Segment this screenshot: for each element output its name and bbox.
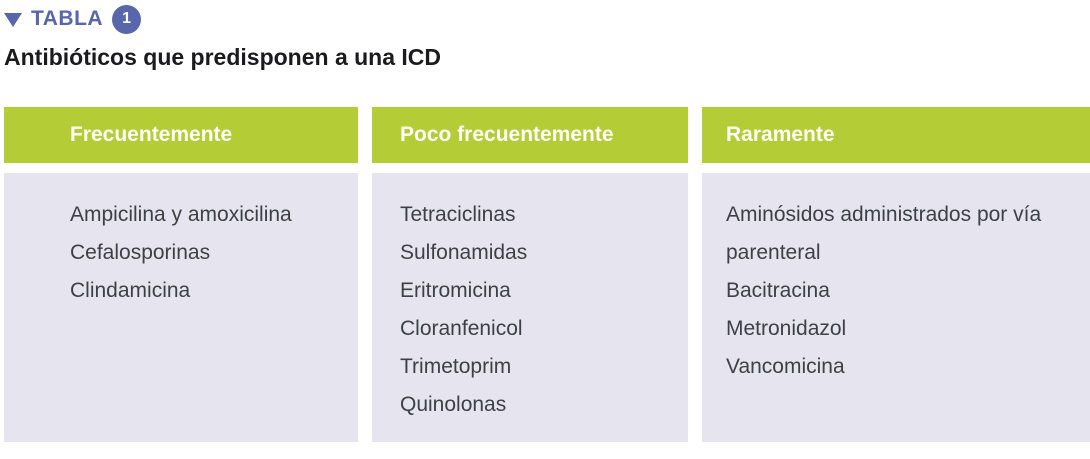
- table-label-text: TABLA: [31, 7, 104, 30]
- table-cell-item: Eritromicina: [400, 279, 511, 302]
- table-column-poco-frecuentemente: [372, 107, 688, 442]
- table-cell-item: Metronidazol: [726, 317, 847, 340]
- column-body-poco-frecuentemente: [372, 173, 688, 442]
- table-title: Antibióticos que predisponen a una ICD: [4, 44, 442, 70]
- table-cell-item: Trimetoprim: [400, 355, 512, 378]
- table-cell-item: Tetraciclinas: [400, 203, 516, 226]
- table-column-frecuentemente: [4, 107, 358, 442]
- triangle-down-icon: [4, 13, 22, 27]
- table-cell-item: Cloranfenicol: [400, 317, 523, 340]
- table-cell-item: Sulfonamidas: [400, 241, 528, 264]
- table-cell-item: Aminósidos administrados por vía parenteral: [726, 203, 1042, 264]
- column-body-raramente: [702, 173, 1090, 442]
- table-cell-item: Bacitracina: [726, 279, 830, 302]
- table-number-badge: 1: [112, 5, 141, 34]
- table-cell-item: Ampicilina y amoxicilina: [70, 203, 292, 226]
- table-column-raramente: [702, 107, 1090, 442]
- table-cell-item: Cefalosporinas: [70, 241, 211, 264]
- column-header-frecuentemente: Frecuentemente: [4, 107, 358, 163]
- column-header-poco-frecuentemente: Poco frecuentemente: [372, 107, 688, 163]
- column-header-raramente: Raramente: [702, 107, 1090, 163]
- table-cell-item: Vancomicina: [726, 355, 845, 378]
- column-body-frecuentemente: [4, 173, 358, 442]
- antibiotics-table: [4, 107, 1090, 442]
- table-cell-item: Quinolonas: [400, 393, 507, 416]
- table-cell-item: Clindamicina: [70, 279, 191, 302]
- table-label: [4, 4, 1090, 34]
